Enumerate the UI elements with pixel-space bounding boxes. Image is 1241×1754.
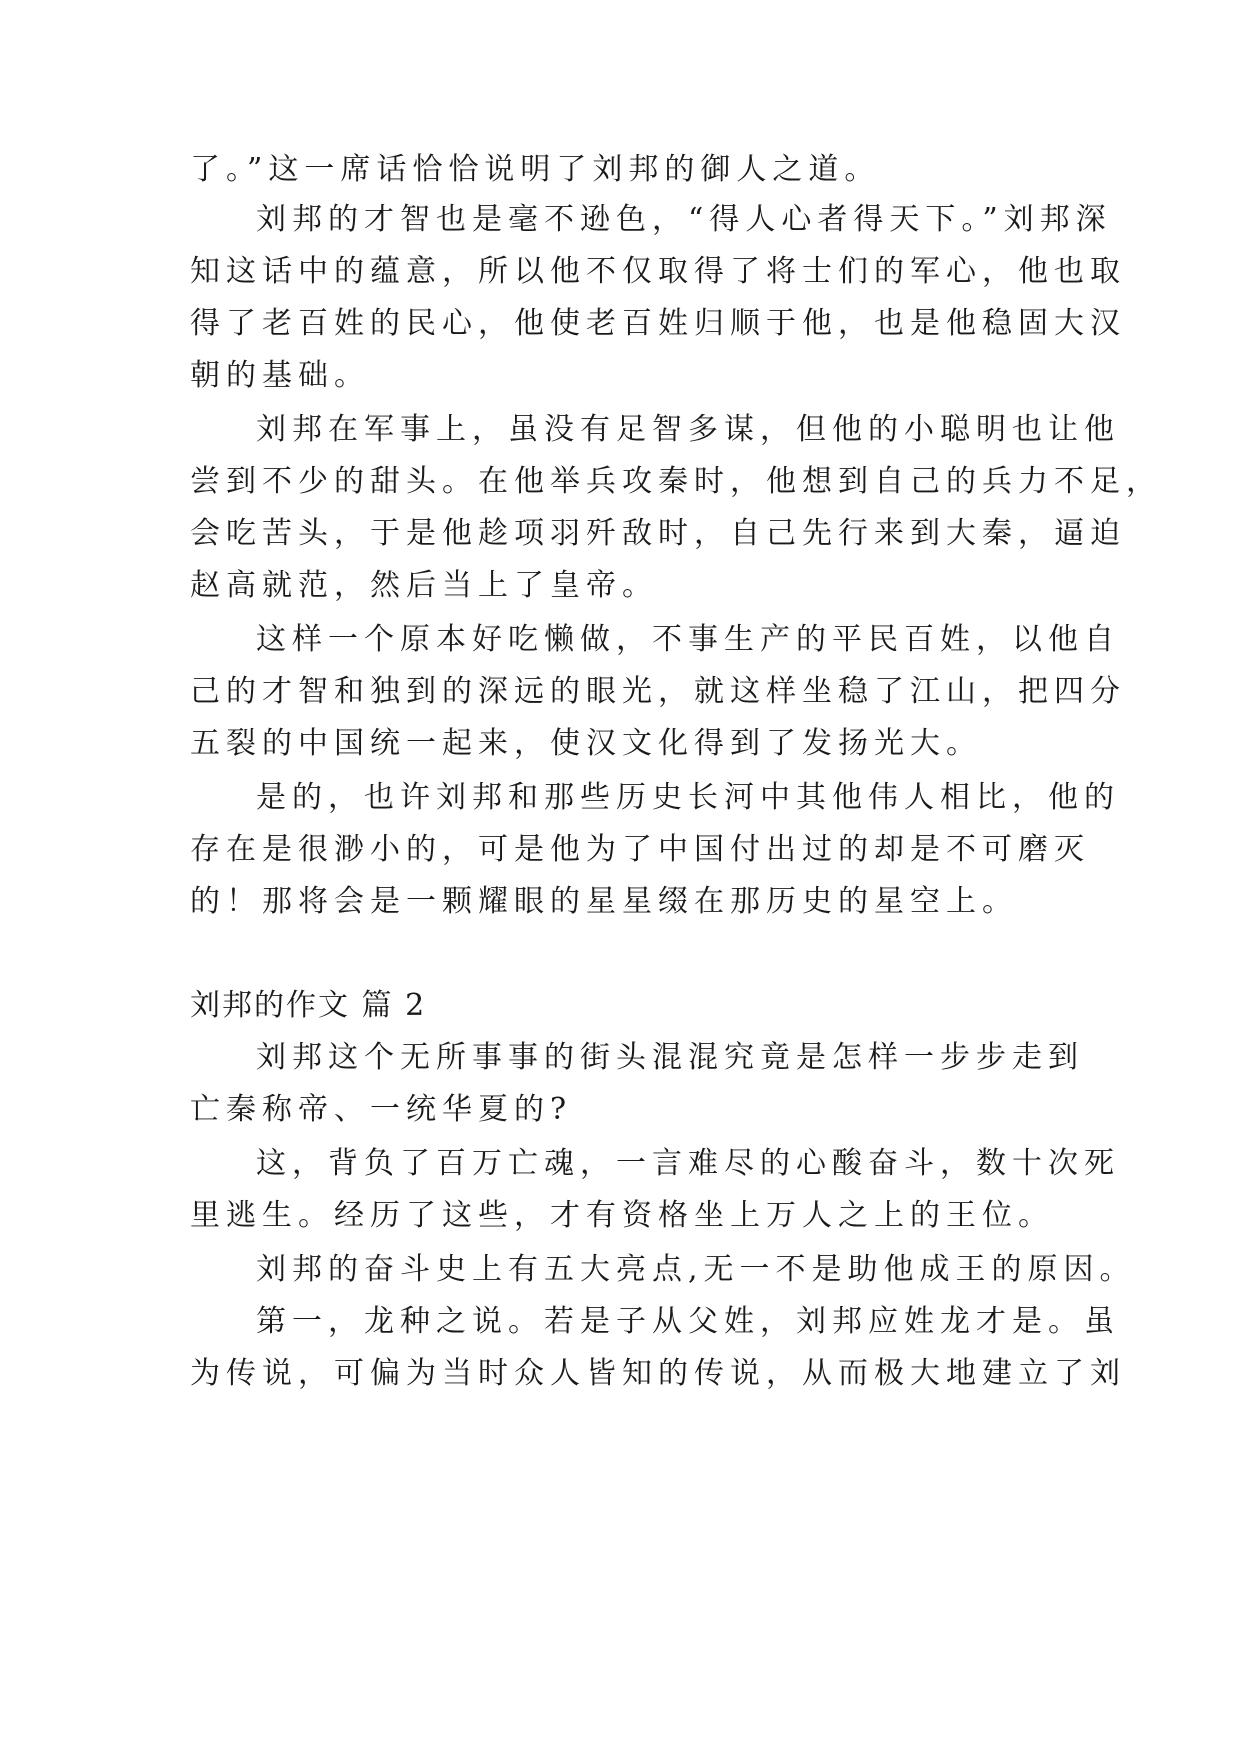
text-line: 会吃苦头，于是他趁项羽歼敌时，自己先行来到大秦，逼迫	[190, 516, 1126, 551]
text-line: 赵高就范，然后当上了皇帝。	[190, 568, 658, 603]
text-line: 存在是很渺小的，可是他为了中国付出过的却是不可磨灭	[190, 832, 1090, 867]
text-line: 五裂的中国统一起来，使汉文化得到了发扬光大。	[190, 726, 982, 761]
paragraph-first-line: 第一，龙种之说。若是子从父姓，刘邦应姓龙才是。虽	[256, 1304, 1120, 1339]
paragraph-first-line: 刘邦的才智也是毫不逊色，“得人心者得天下。”刘邦深	[256, 202, 1112, 237]
text-line: 亡秦称帝、一统华夏的?	[190, 1092, 573, 1127]
text-line: 得了老百姓的民心，他使老百姓归顺于他，也是他稳固大汉	[190, 306, 1126, 341]
text-line: 了。”这一席话恰恰说明了刘邦的御人之道。	[190, 152, 881, 187]
paragraph-first-line: 这，背负了百万亡魂，一言难尽的心酸奋斗，数十次死	[256, 1146, 1120, 1181]
text-line: 里逃生。经历了这些，才有资格坐上万人之上的王位。	[190, 1198, 1054, 1233]
paragraph-first-line: 刘邦这个无所事事的街头混混究竟是怎样一步步走到	[256, 1040, 1084, 1075]
text-line: 尝到不少的甜头。在他举兵攻秦时，他想到自己的兵力不足，	[190, 464, 1162, 499]
paragraph-first-line: 是的，也许刘邦和那些历史长河中其他伟人相比，他的	[256, 780, 1120, 815]
text-line: 的！那将会是一颗耀眼的星星缀在那历史的星空上。	[190, 884, 1018, 919]
paragraph-first-line: 这样一个原本好吃懒做，不事生产的平民百姓，以他自	[256, 622, 1120, 657]
text-line: 朝的基础。	[190, 358, 370, 393]
text-line: 己的才智和独到的深远的眼光，就这样坐稳了江山，把四分	[190, 674, 1126, 709]
text-line: 知这话中的蕴意，所以他不仅取得了将士们的军心，他也取	[190, 254, 1126, 289]
paragraph-first-line: 刘邦的奋斗史上有五大亮点,无一不是助他成王的原因。	[256, 1252, 1136, 1287]
paragraph-first-line: 刘邦在军事上，虽没有足智多谋，但他的小聪明也让他	[256, 412, 1120, 447]
section-heading: 刘邦的作文 篇 2	[190, 988, 427, 1023]
text-line: 为传说，可偏为当时众人皆知的传说，从而极大地建立了刘	[190, 1356, 1126, 1391]
